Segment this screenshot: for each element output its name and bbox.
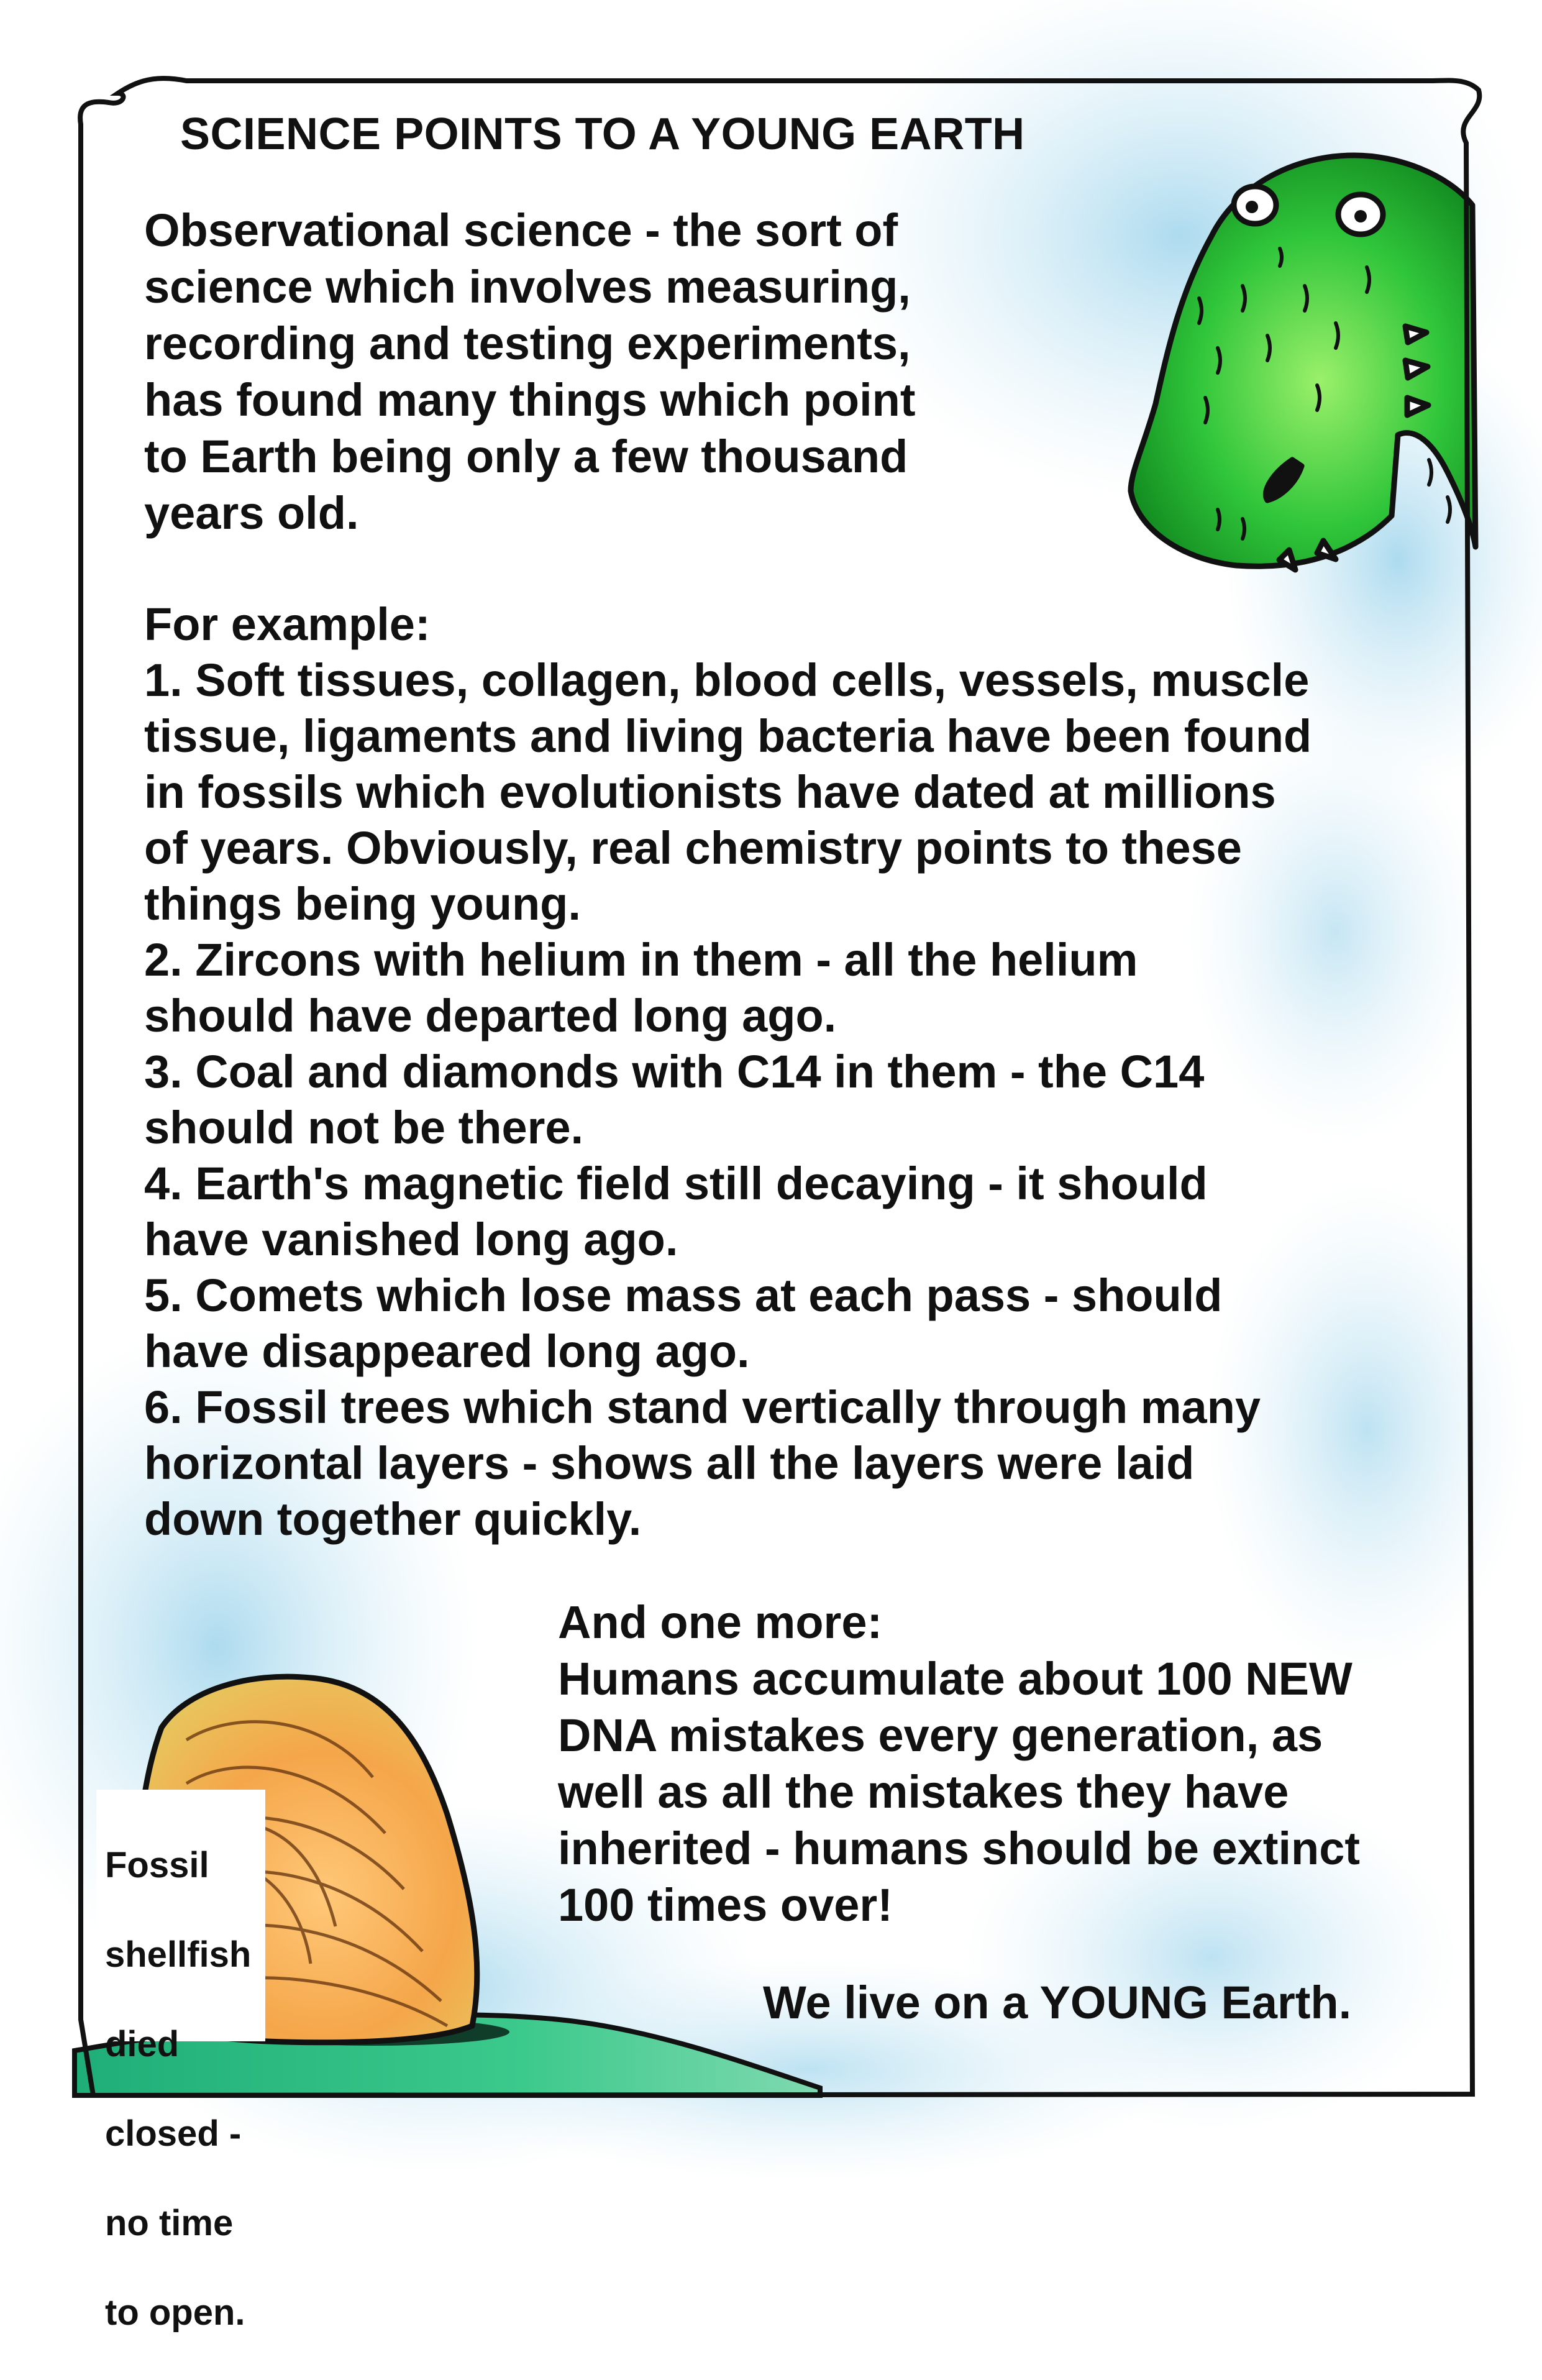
examples-heading: For example: — [144, 598, 431, 650]
example-line: 6. Fossil trees which stand vertically through many — [144, 1381, 1261, 1433]
example-line: 1. Soft tissues, collagen, blood cells, vessels, muscle — [144, 654, 1310, 706]
fossil-caption-line: no time — [105, 2203, 234, 2243]
example-line: things being young. — [144, 878, 581, 930]
intro-line: Observational science - the sort of — [144, 204, 898, 256]
example-line: 2. Zircons with helium in them - all the helium — [144, 934, 1138, 986]
example-line: have vanished long ago. — [144, 1214, 678, 1265]
intro-line: has found many things which point — [144, 374, 916, 426]
example-line: 4. Earth's magnetic field still decaying - it should — [144, 1158, 1208, 1209]
page-title: SCIENCE POINTS TO A YOUNG EARTH — [180, 109, 1025, 159]
fossil-caption-line: to open. — [105, 2292, 245, 2333]
intro-line: years old. — [144, 487, 359, 539]
intro-line: to Earth being only a few thousand — [144, 431, 908, 482]
one-more-line: DNA mistakes every generation, as — [558, 1709, 1323, 1761]
intro-line: recording and testing experiments, — [144, 318, 911, 369]
fossil-caption-line: Fossil — [105, 1845, 209, 1885]
examples-list — [144, 597, 1312, 1547]
example-line: 5. Comets which lose mass at each pass - should — [144, 1270, 1223, 1321]
fossil-caption-line: shellfish — [105, 1934, 252, 1975]
example-line: 3. Coal and diamonds with C14 in them - the C14 — [144, 1046, 1205, 1097]
example-line: should have departed long ago. — [144, 990, 837, 1041]
one-more-line: well as all the mistakes they have — [558, 1766, 1289, 1818]
example-line: of years. Obviously, real chemistry points to these — [144, 822, 1242, 874]
one-more-line: inherited - humans should be extinct — [558, 1823, 1361, 1874]
closing-statement: We live on a YOUNG Earth. — [763, 1977, 1352, 2028]
fossil-caption-line: died — [105, 2024, 180, 2064]
one-more-line: Humans accumulate about 100 NEW — [558, 1653, 1353, 1705]
example-line: should not be there. — [144, 1102, 584, 1153]
fossil-caption-line: closed - — [105, 2113, 242, 2154]
example-line: tissue, ligaments and living bacteria have been found — [144, 710, 1312, 762]
example-line: have disappeared long ago. — [144, 1325, 750, 1377]
example-line: horizontal layers - shows all the layers were laid — [144, 1437, 1195, 1489]
one-more-paragraph — [558, 1594, 1360, 1933]
intro-line: science which involves measuring, — [144, 261, 911, 313]
example-line: down together quickly. — [144, 1493, 642, 1545]
example-line: in fossils which evolutionists have dated at millions — [144, 766, 1276, 818]
one-more-line: And one more: — [558, 1596, 883, 1648]
one-more-line: 100 times over! — [558, 1879, 893, 1931]
intro-paragraph — [144, 202, 916, 541]
fossil-caption-box — [96, 1790, 265, 2333]
